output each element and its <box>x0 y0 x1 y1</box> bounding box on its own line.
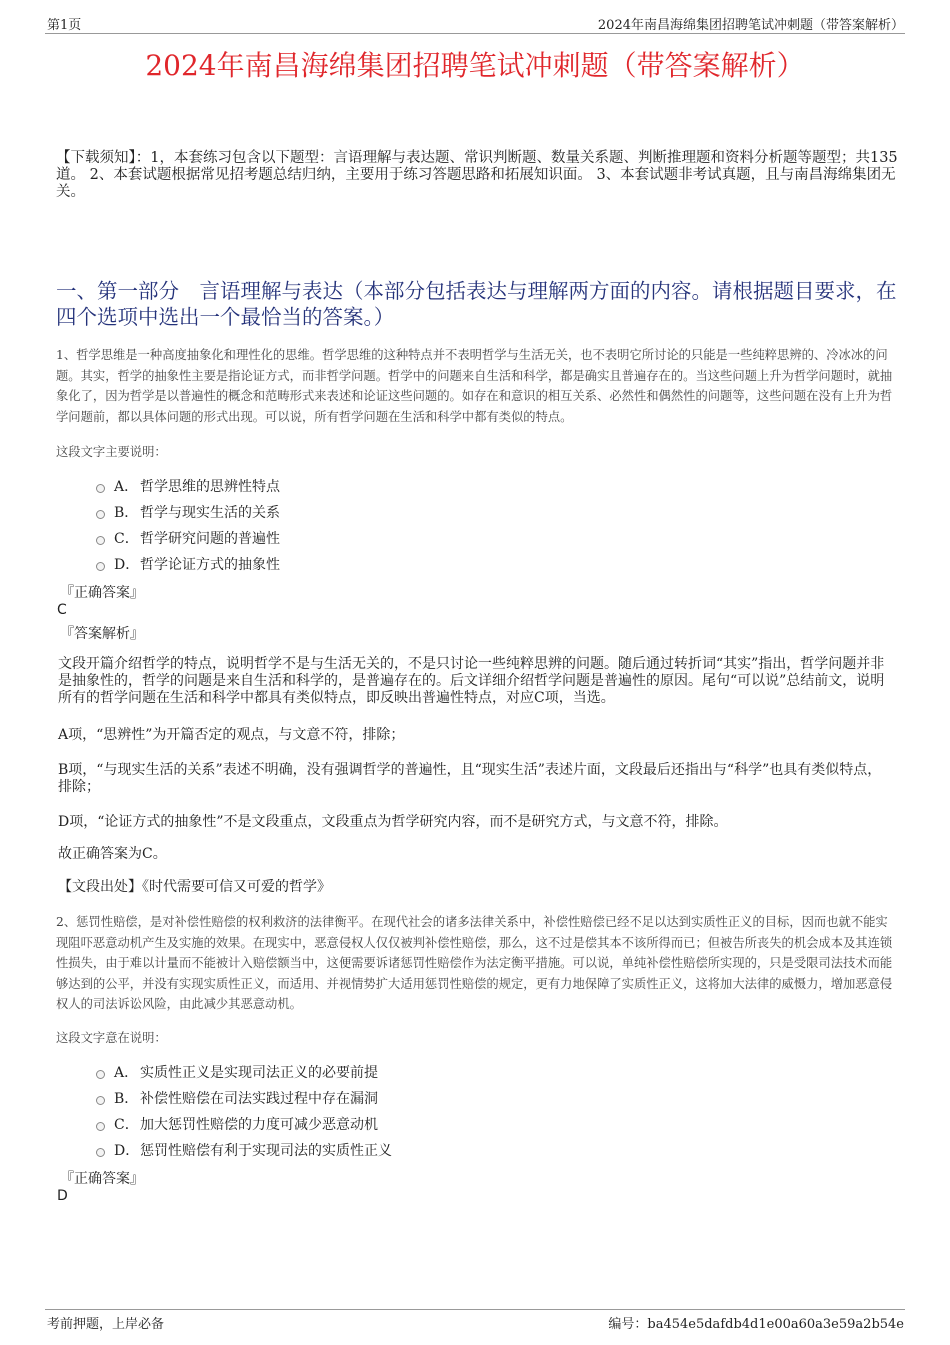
analysis-option-b: B项，“与现实生活的关系”表述不明确，没有强调哲学的普遍性，且“现实生活”表述片面，文段最后还指出与“科学”也具有类似特点，排除； <box>58 762 882 795</box>
option-b[interactable] <box>96 1085 392 1111</box>
option-c[interactable] <box>96 525 280 551</box>
option-letter: D． <box>114 557 140 573</box>
question-1-text: 1、哲学思维是一种高度抽象化和理性化的思维。哲学思维的这种特点并不表明哲学与生活无关，也不表明它所讨论的只能是一些纯粹思辨的、冷冰冰的问题。其实，哲学的抽象性主要是指论证方式，而非哲学问题。哲学中的问题来自生活和科学，都是确实且普遍存在的。当这些问题上升为哲学问题时，就抽象化了，因为哲学是以普遍性的概念和范畴形式来表述和论证这些问题的。如存在和意识的相互关系、必然性和偶然性的问题等，这些问题在没有上升为哲学问题前，都以具体问题的形式出现。可以说，所有哲学问题在生活和科学中都有类似的特点。 <box>56 348 893 424</box>
question-2-options <box>96 1059 392 1163</box>
passage-source: 【文段出处】《时代需要可信又可爱的哲学》 <box>58 879 331 895</box>
document-title: 2024年南昌海绵集团招聘笔试冲刺题（带答案解析） <box>145 49 805 82</box>
option-text: 哲学与现实生活的关系 <box>140 505 280 521</box>
radio-icon[interactable] <box>96 510 105 519</box>
running-header-title: 2024年南昌海绵集团招聘笔试冲刺题（带答案解析） <box>597 18 904 33</box>
radio-icon[interactable] <box>96 536 105 545</box>
option-text: 哲学思维的思辨性特点 <box>140 479 280 495</box>
answer-label: 『正确答案』 <box>60 585 144 601</box>
radio-icon[interactable] <box>96 562 105 571</box>
option-letter: D． <box>114 1143 140 1159</box>
option-text: 加大惩罚性赔偿的力度可减少恶意动机 <box>140 1117 378 1133</box>
option-d[interactable] <box>96 1137 392 1163</box>
analysis-paragraph: 文段开篇介绍哲学的特点，说明哲学不是与生活无关的，不是只讨论一些纯粹思辨的问题。随后通过转折词“其实”指出，哲学问题并非是抽象性的，哲学的问题是来自生活和科学的，是普遍存在的。后文详细介绍哲学问题是普遍性的原因。尾句“可以说”总结前文，说明所有的哲学问题在生活和科学中都具有类似特点，即反映出普遍性特点，对应C项，当选。 <box>58 656 885 706</box>
option-letter: C． <box>114 531 139 547</box>
answer-value: C <box>57 602 67 618</box>
option-d[interactable] <box>96 551 280 577</box>
section-heading: 一、第一部分 言语理解与表达（本部分包括表达与理解两方面的内容。请根据题目要求，在四个选项中选出一个最恰当的答案。） <box>56 279 897 329</box>
question-2-text: 2、惩罚性赔偿，是对补偿性赔偿的权利救济的法律衡平。在现代社会的诸多法律关系中，补偿性赔偿已经不足以达到实质性正义的目标，因而也就不能实现阻吓恶意动机产生及实施的效果。在现实中，恶意侵权人仅仅被判补偿性赔偿，那么，这不过是偿其本不该所得而已；但被告所丧失的机会成本及其连锁性损失，由于难以计量而不能被计入赔偿额当中，这便需要诉诸惩罚性赔偿作为法定衡平措施。可以说，单纯补偿性赔偿所实现的，只是受限司法技术而能够达到的公平，并没有实现实质性正义，而适用、并视情势扩大适用惩罚性赔偿的规定，更有力地保障了实质性正义，这将加大法律的威慑力，增加恶意侵权人的司法诉讼风险，由此减少其恶意动机。 <box>56 915 893 1011</box>
question-1-prompt: 这段文字主要说明： <box>56 445 167 459</box>
answer-label: 『正确答案』 <box>60 1171 144 1187</box>
question-1-options <box>96 473 280 577</box>
analysis-option-a: A项，“思辨性”为开篇否定的观点，与文意不符，排除； <box>58 727 405 743</box>
option-a[interactable] <box>96 1059 392 1085</box>
document-id: 编号：ba454e5dafdb4d1e00a60a3e59a2b54e <box>608 1317 904 1332</box>
analysis-option-d: D项，“论证方式的抽象性”不是文段重点，文段重点为哲学研究内容，而不是研究方式，与文意不符，排除。 <box>58 814 728 830</box>
radio-icon[interactable] <box>96 484 105 493</box>
option-a[interactable] <box>96 473 280 499</box>
answer-value: D <box>57 1188 68 1204</box>
footer-divider <box>45 1309 905 1310</box>
radio-icon[interactable] <box>96 1070 105 1079</box>
option-b[interactable] <box>96 499 280 525</box>
radio-icon[interactable] <box>96 1096 105 1105</box>
analysis-label: 『答案解析』 <box>60 626 144 642</box>
option-text: 补偿性赔偿在司法实践过程中存在漏洞 <box>140 1091 378 1107</box>
option-text: 实质性正义是实现司法正义的必要前提 <box>140 1065 378 1081</box>
analysis-conclusion: 故正确答案为C。 <box>58 846 167 862</box>
option-letter: B． <box>114 505 139 521</box>
option-letter: B． <box>114 1091 139 1107</box>
header-divider <box>45 33 905 34</box>
page-number: 第1页 <box>47 18 82 33</box>
download-notice: 【下载须知】：1，本套练习包含以下题型：言语理解与表达题、常识判断题、数量关系题、判断推理题和资料分析题等题型；共135道。 2、本套试题根据常见招考题总结归纳，主要用于练习答题思路和拓展知识面。 3、本套试题非考试真题，且与南昌海绵集团无关。 <box>56 150 898 200</box>
option-text: 哲学论证方式的抽象性 <box>140 557 280 573</box>
footer-slogan: 考前押题，上岸必备 <box>47 1317 165 1332</box>
option-letter: A． <box>114 1065 139 1081</box>
option-c[interactable] <box>96 1111 392 1137</box>
option-letter: A． <box>114 479 139 495</box>
option-text: 惩罚性赔偿有利于实现司法的实质性正义 <box>140 1143 392 1159</box>
radio-icon[interactable] <box>96 1148 105 1157</box>
option-letter: C． <box>114 1117 139 1133</box>
question-2-prompt: 这段文字意在说明： <box>56 1031 167 1045</box>
option-text: 哲学研究问题的普遍性 <box>140 531 280 547</box>
radio-icon[interactable] <box>96 1122 105 1131</box>
